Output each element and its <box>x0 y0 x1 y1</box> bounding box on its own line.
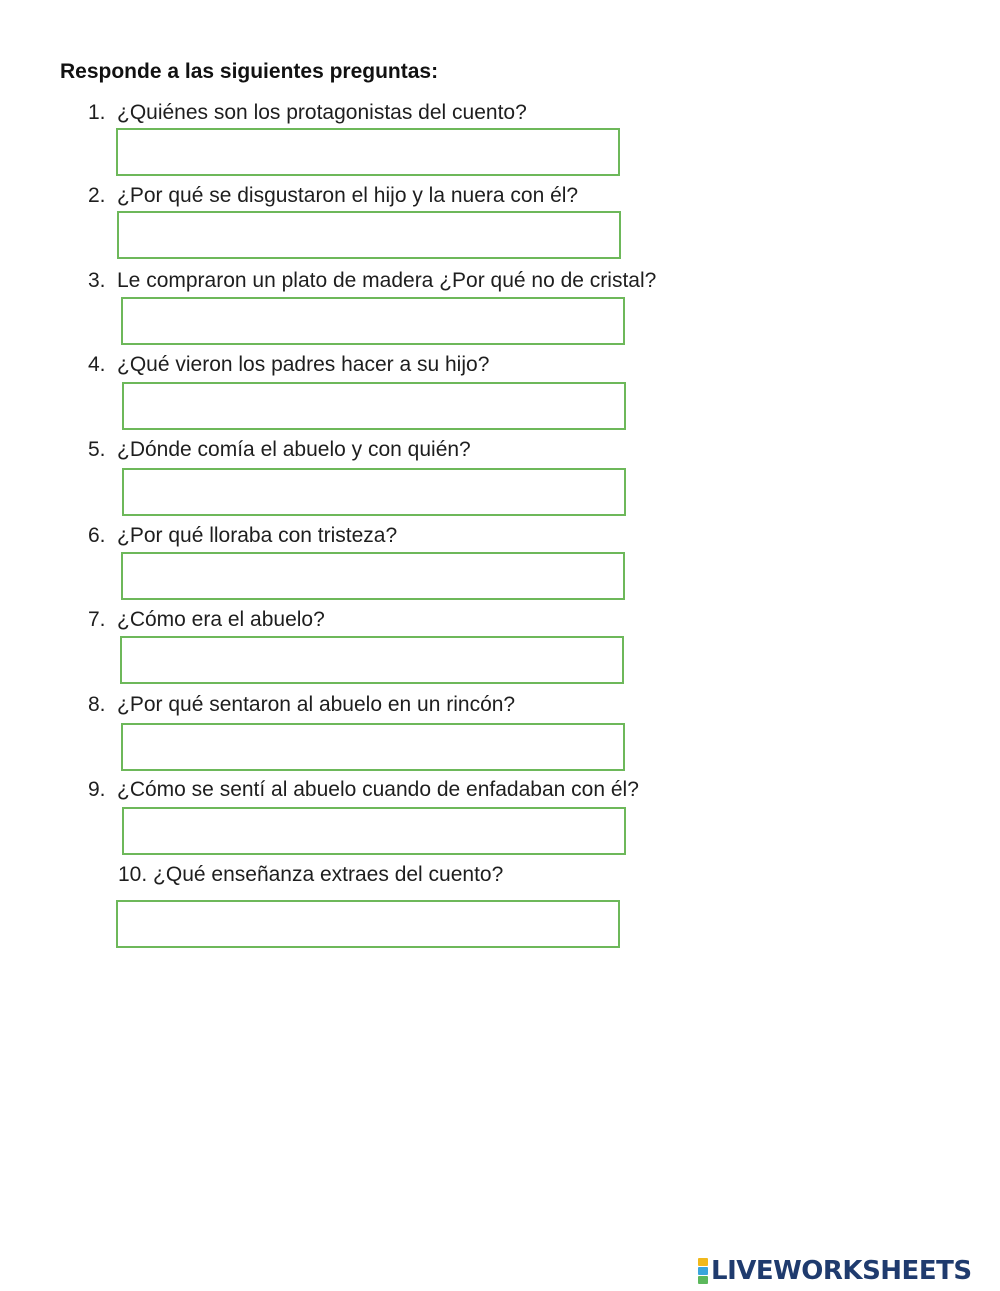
question-number: 5. <box>88 438 106 461</box>
question-number: 4. <box>88 353 106 376</box>
question-text: ¿Quiénes son los protagonistas del cuento? <box>117 101 527 124</box>
question-3 <box>88 269 656 293</box>
question-number: 6. <box>88 524 106 547</box>
question-number: 7. <box>88 608 106 631</box>
question-text: ¿Qué vieron los padres hacer a su hijo? <box>117 353 490 376</box>
answer-input-3[interactable] <box>121 297 625 345</box>
answer-input-2[interactable] <box>117 211 621 259</box>
question-7 <box>88 608 325 632</box>
answer-input-9[interactable] <box>122 807 626 855</box>
answer-input-5[interactable] <box>122 468 626 516</box>
question-text: ¿Cómo era el abuelo? <box>117 608 325 631</box>
liveworksheets-logo <box>698 1256 972 1286</box>
question-number: 10. <box>118 863 148 886</box>
question-text: ¿Por qué sentaron al abuelo en un rincón? <box>117 693 516 716</box>
answer-input-6[interactable] <box>121 552 625 600</box>
question-5 <box>88 438 471 462</box>
question-number: 2. <box>88 184 106 207</box>
question-text: ¿Dónde comía el abuelo y con quién? <box>117 438 471 461</box>
question-number: 1. <box>88 101 106 124</box>
question-text: ¿Por qué se disgustaron el hijo y la nuera con él? <box>117 184 579 207</box>
question-text: ¿Cómo se sentí al abuelo cuando de enfadaban con él? <box>117 778 639 801</box>
question-1 <box>88 101 527 125</box>
question-9 <box>88 778 639 802</box>
question-text: ¿Qué enseñanza extraes del cuento? <box>153 863 504 886</box>
question-number: 9. <box>88 778 106 801</box>
question-6 <box>88 524 397 548</box>
worksheet-title: Responde a las siguientes preguntas: <box>60 60 439 83</box>
answer-input-1[interactable] <box>116 128 620 176</box>
question-text: Le compraron un plato de madera ¿Por qué no de cristal? <box>117 269 657 292</box>
answer-input-4[interactable] <box>122 382 626 430</box>
question-text: ¿Por qué lloraba con tristeza? <box>117 524 398 547</box>
logo-text: LIVEWORKSHEETS <box>711 1256 972 1286</box>
question-2 <box>88 184 578 208</box>
answer-input-7[interactable] <box>120 636 624 684</box>
answer-input-10[interactable] <box>116 900 620 948</box>
question-8 <box>88 693 515 717</box>
answer-input-8[interactable] <box>121 723 625 771</box>
question-number: 3. <box>88 269 106 292</box>
question-number: 8. <box>88 693 106 716</box>
question-10 <box>118 863 503 887</box>
question-4 <box>88 353 489 377</box>
logo-blocks-icon <box>698 1258 708 1284</box>
